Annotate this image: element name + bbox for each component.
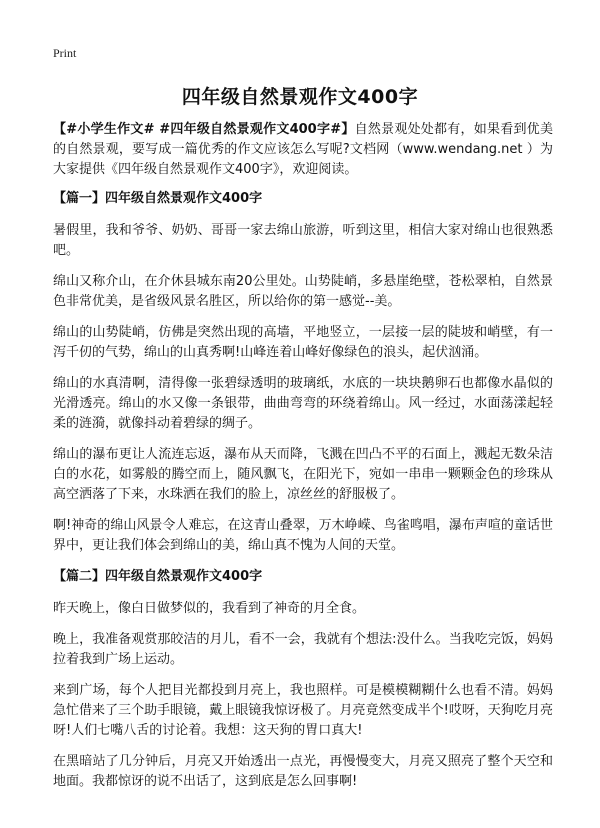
paragraph: 绵山的水真清啊，清得像一张碧绿透明的玻璃纸，水底的一块块鹅卵石也都像水晶似的光滑透亮。绵山的水又像一条银带，曲曲弯弯的环绕着绵山。风一经过，水面荡漾起轻柔的涟漪，就像抖动着碧绿的绸子。 [53,376,553,431]
paragraph: 绵山的瀑布更让人流连忘返，瀑布从天而降，飞溅在凹凸不平的石面上，溅起无数朵洁白的水花，如雾般的腾空而上，随风飘飞，在阳光下，宛如一串串一颗颗金色的珍珠从高空洒落了下来，水珠洒在我们的脸上，凉丝丝的舒服极了。 [53,447,553,502]
paragraph: 暑假里，我和爷爷、奶奶、哥哥一家去绵山旅游，听到这里，相信大家对绵山也很熟悉吧。 [53,223,553,258]
article-body [53,120,553,803]
section-heading-2: 【篇二】四年级自然景观作文400字 [53,569,263,584]
section-heading-1: 【篇一】四年级自然景观作文400字 [53,191,263,206]
intro-tags[interactable]: 【#小学生作文# #四年级自然景观作文400字#】 [53,122,355,137]
paragraph: 来到广场，每个人把目光都投到月亮上，我也照样。可是模模糊糊什么也看不清。妈妈急忙借来了三个助手眼镜，戴上眼镜我惊讶极了。月亮竟然变成半个!哎呀，天狗吃月亮呀!人们七嘴八舌的讨论着。我想：这天狗的胃口真大! [53,683,553,738]
paragraph: 啊!神奇的绵山风景令人难忘，在这青山叠翠，万木峥嵘、鸟雀鸣唱，瀑布声喧的童话世界中，更让我们体会到绵山的美，绵山真不愧为人间的天堂。 [53,518,553,553]
paragraph: 晚上，我准备观赏那皎洁的月儿，看不一会，我就有个想法:没什么。当我吃完饭，妈妈拉着我到广场上运动。 [53,632,553,667]
intro-paragraph [53,120,553,180]
print-link[interactable]: Print [53,46,77,60]
paragraph: 绵山又称介山，在介休县城东南20公里处。山势陡峭，多悬崖绝壁，苍松翠柏，自然景色非常优美，是省级风景名胜区，所以给你的第一感觉--美。 [53,274,553,309]
paragraph: 在黑暗站了几分钟后，月亮又开始透出一点光，再慢慢变大，月亮又照亮了整个天空和地面。我都惊讶的说不出话了，这到底是怎么回事啊! [53,754,553,789]
page-title: 四年级自然景观作文400字 [181,86,419,108]
paragraph: 昨天晚上，像白日做梦似的，我看到了神奇的月全食。 [53,601,366,616]
intro-text: 自然景观处处都有，如果看到优美的自然景观，要写成一篇优秀的作文应该怎么写呢?文档网（www.wendang.net ）为大家提供《四年级自然景观作文400字》，欢迎阅读。 [53,122,553,177]
paragraph: 绵山的山势陡峭，仿佛是突然出现的高墙，平地竖立，一层接一层的陡坡和峭壁，有一泻千仞的气势，绵山的山真秀啊!山峰连着山峰好像绿色的浪头，起伏汹涌。 [53,325,553,360]
